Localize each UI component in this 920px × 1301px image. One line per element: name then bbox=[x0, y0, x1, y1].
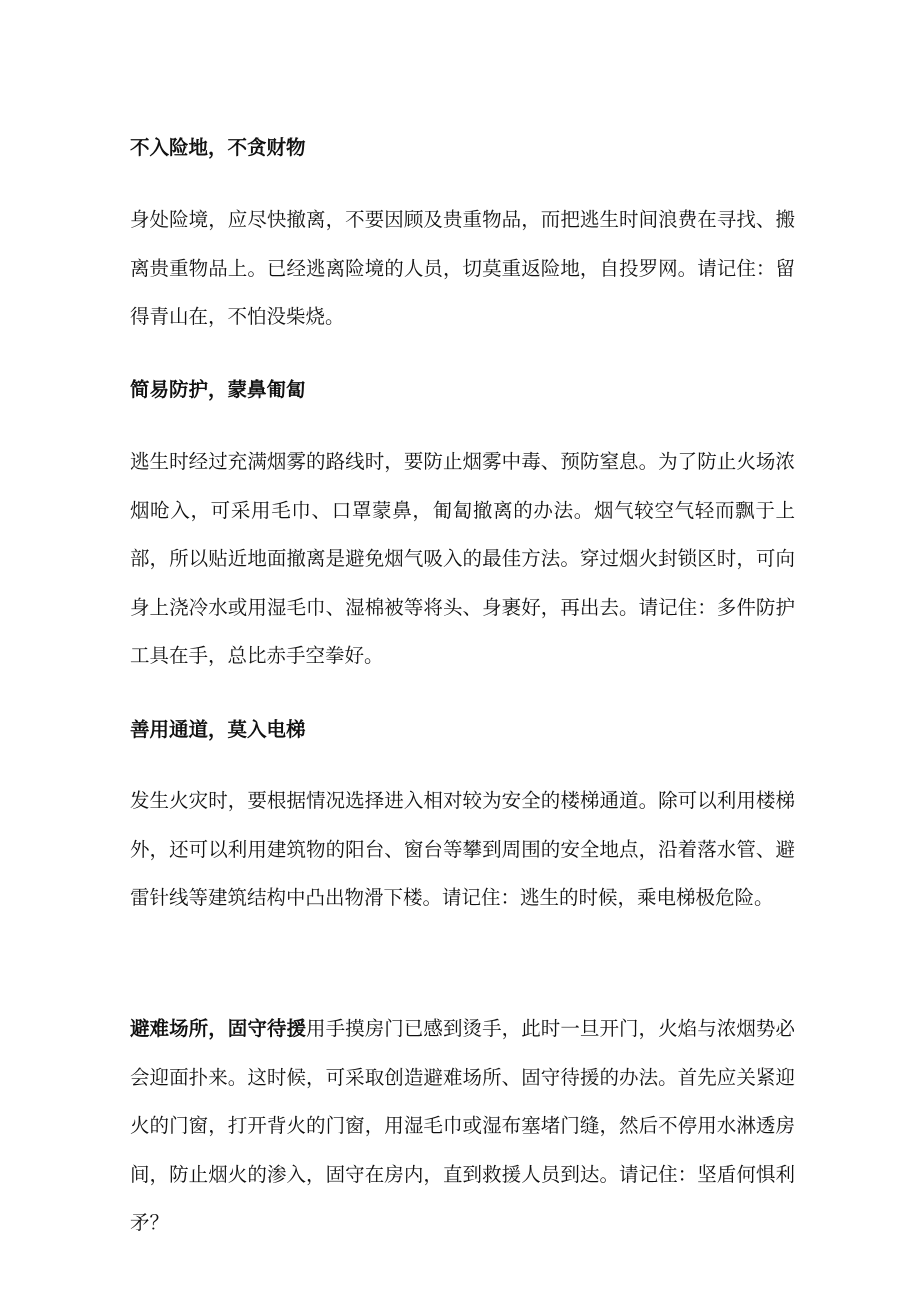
section-heading-3: 善用通道，莫入电梯 bbox=[130, 718, 306, 741]
section-heading-2: 简易防护，蒙鼻匍匐 bbox=[130, 378, 306, 401]
section-body-2: 逃生时经过充满烟雾的路线时，要防止烟雾中毒、预防窒息。为了防止火场浓烟呛入，可采用毛巾、口罩蒙鼻，匍匐撤离的办法。烟气较空气轻而飘于上部，所以贴近地面撤离是避免烟气吸入的最佳方法。穿过烟火封锁区时，可向身上浇冷水或用湿毛巾、湿棉被等将头、身裹好，再出去。请记住：多件防护工具在手，总比赤手空拳好。 bbox=[130, 450, 795, 667]
section-heading-4: 避难场所，固守待援 bbox=[130, 1017, 307, 1040]
section-body-4: 用手摸房门已感到烫手，此时一旦开门，火焰与浓烟势必会迎面扑来。这时候，可采取创造避难场所、固守待援的办法。首先应关紧迎火的门窗，打开背火的门窗，用湿毛巾或湿布塞堵门缝，然后不停用水淋透房间，防止烟火的渗入，固守在房内，直到救援人员到达。请记住：坚盾何惧利矛？ bbox=[130, 1017, 795, 1234]
section-heading-1: 不入险地，不贪财物 bbox=[130, 136, 306, 159]
section-4-paragraph bbox=[130, 1005, 795, 1248]
section-body-3: 发生火灾时，要根据情况选择进入相对较为安全的楼梯通道。除可以利用楼梯外，还可以利用建筑物的阳台、窗台等攀到周围的安全地点，沿着落水管、避雷针线等建筑结构中凸出物滑下楼。请记住：逃生的时候，乘电梯极危险。 bbox=[130, 789, 795, 909]
section-body-1: 身处险境，应尽快撤离，不要因顾及贵重物品，而把逃生时间浪费在寻找、搬离贵重物品上。已经逃离险境的人员，切莫重返险地，自投罗网。请记住：留得青山在，不怕没柴烧。 bbox=[130, 208, 795, 328]
